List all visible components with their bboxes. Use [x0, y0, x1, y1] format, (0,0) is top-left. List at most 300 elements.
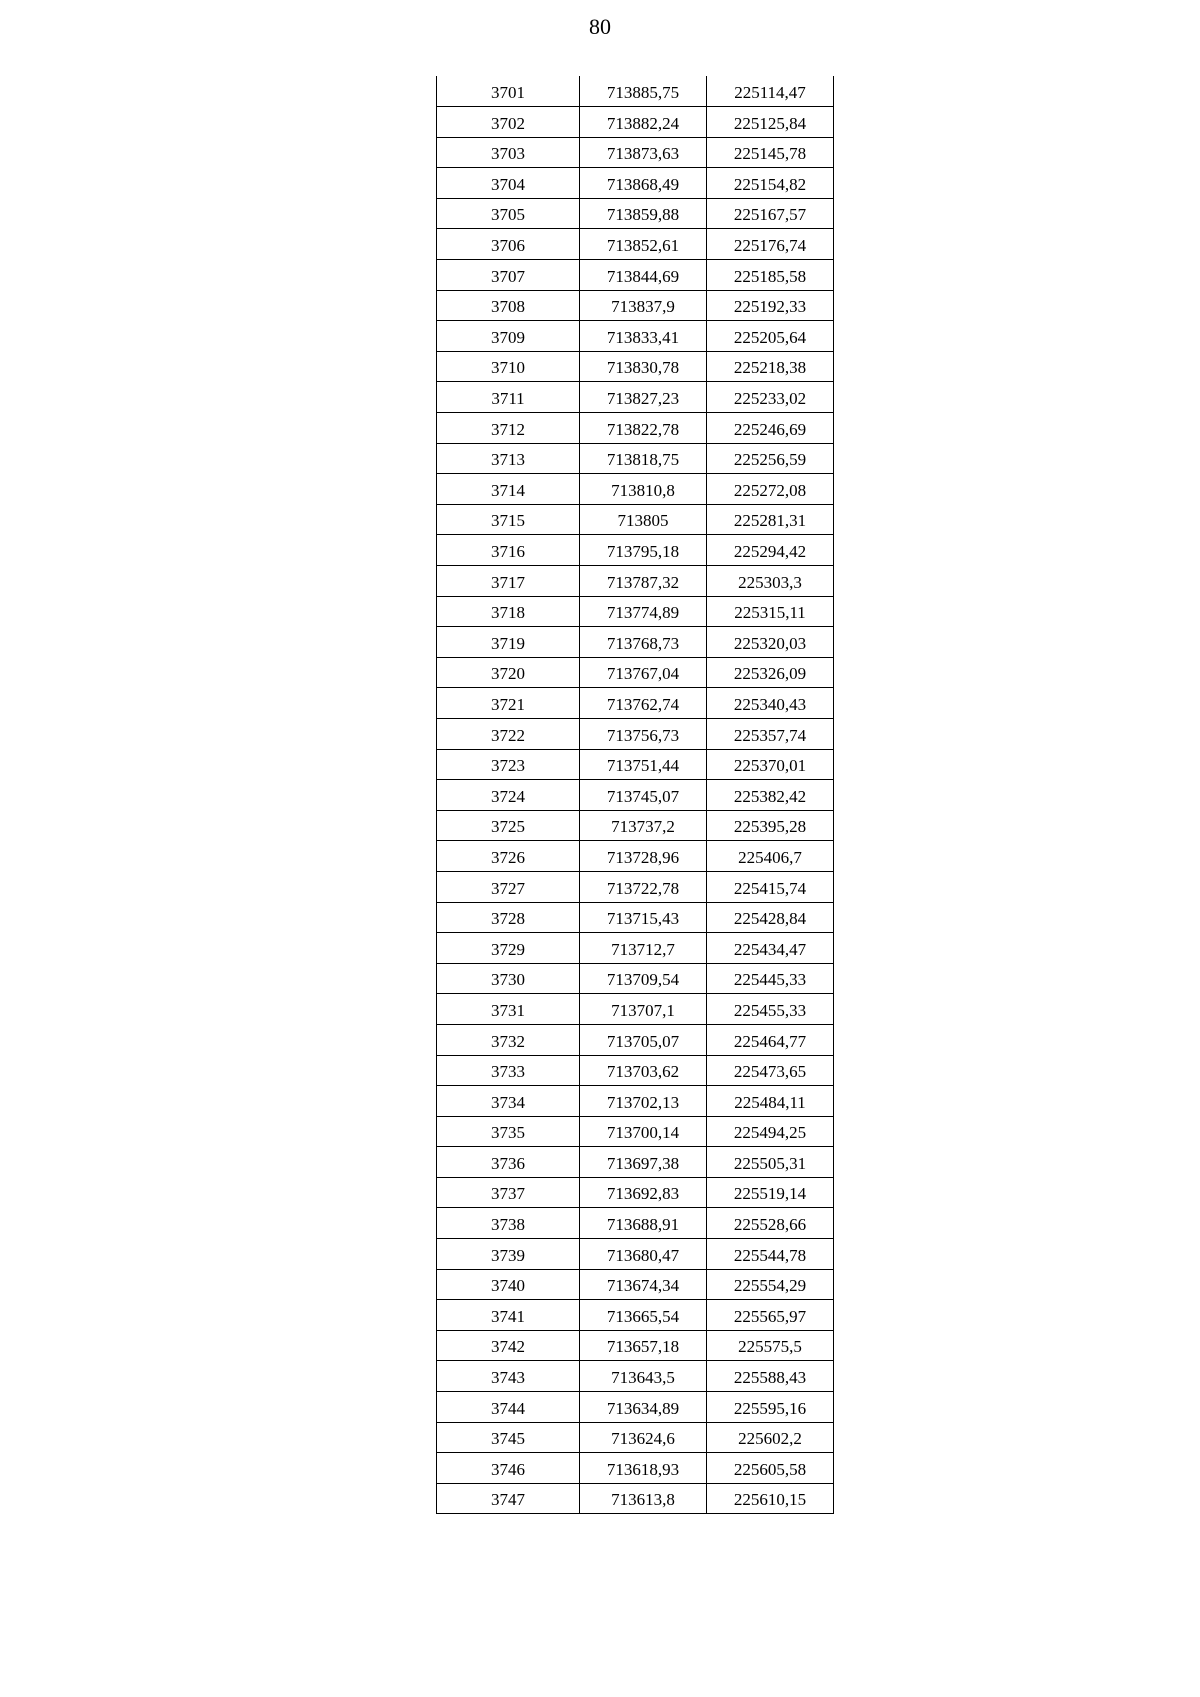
point-number-cell — [437, 290, 580, 321]
cell-value: 3702 — [491, 113, 525, 133]
point-number-cell — [437, 198, 580, 229]
cell-value: 225320,03 — [733, 633, 807, 653]
y-coordinate-cell — [707, 413, 834, 444]
table-row — [437, 994, 834, 1025]
cell-value: 225145,78 — [733, 144, 807, 164]
table-row — [437, 1086, 834, 1117]
cell-value: 225340,43 — [733, 694, 807, 714]
cell-value: 713692,83 — [606, 1184, 680, 1204]
table-row — [437, 810, 834, 841]
cell-value: 3705 — [491, 205, 525, 225]
table-row — [437, 688, 834, 719]
y-coordinate-cell — [707, 810, 834, 841]
y-coordinate-cell — [707, 1300, 834, 1331]
cell-value: 3733 — [491, 1062, 525, 1082]
y-coordinate-cell — [707, 718, 834, 749]
y-coordinate-cell — [707, 780, 834, 811]
point-number-cell — [437, 1269, 580, 1300]
cell-value: 713657,18 — [606, 1337, 680, 1357]
cell-value: 3747 — [491, 1490, 525, 1510]
table-row — [437, 1239, 834, 1270]
x-coordinate-cell — [580, 657, 707, 688]
x-coordinate-cell — [580, 1361, 707, 1392]
y-coordinate-cell — [707, 657, 834, 688]
cell-value: 3742 — [491, 1337, 525, 1357]
cell-value: 713688,91 — [606, 1215, 680, 1235]
cell-value: 3730 — [491, 970, 525, 990]
cell-value: 225233,02 — [733, 389, 807, 409]
cell-value: 713634,89 — [606, 1398, 680, 1418]
y-coordinate-cell — [707, 107, 834, 138]
table-row — [437, 137, 834, 168]
cell-value: 225294,42 — [733, 542, 807, 561]
point-number-cell — [437, 1453, 580, 1484]
cell-value: 225473,65 — [733, 1062, 807, 1082]
cell-value: 225565,97 — [733, 1306, 807, 1326]
x-coordinate-cell — [580, 1483, 707, 1514]
cell-value: 225281,31 — [733, 511, 807, 531]
cell-value: 713762,74 — [606, 694, 680, 714]
point-number-cell — [437, 566, 580, 597]
y-coordinate-cell — [707, 566, 834, 597]
point-number-cell — [437, 780, 580, 811]
point-number-cell — [437, 321, 580, 352]
point-number-cell — [437, 1177, 580, 1208]
table-row — [437, 107, 834, 138]
table-row — [437, 198, 834, 229]
table-row — [437, 749, 834, 780]
y-coordinate-cell — [707, 290, 834, 321]
point-number-cell — [437, 1422, 580, 1453]
cell-value: 3709 — [491, 327, 525, 347]
cell-value: 3711 — [491, 389, 525, 409]
table-row — [437, 1024, 834, 1055]
cell-value: 713709,54 — [606, 970, 680, 990]
cell-value: 225176,74 — [733, 236, 807, 256]
x-coordinate-cell — [580, 107, 707, 138]
x-coordinate-cell — [580, 1239, 707, 1270]
y-coordinate-cell — [707, 382, 834, 413]
point-number-cell — [437, 596, 580, 627]
cell-value: 713818,75 — [606, 450, 680, 470]
cell-value: 3727 — [491, 878, 525, 898]
cell-value: 713697,38 — [606, 1153, 680, 1173]
cell-value: 225382,42 — [733, 786, 807, 806]
cell-value: 713787,32 — [606, 572, 680, 592]
x-coordinate-cell — [580, 1055, 707, 1086]
cell-value: 3718 — [491, 603, 525, 623]
table-row — [437, 229, 834, 260]
cell-value: 3745 — [491, 1429, 525, 1449]
x-coordinate-cell — [580, 1453, 707, 1484]
y-coordinate-cell — [707, 137, 834, 168]
point-number-cell — [437, 1392, 580, 1423]
point-number-cell — [437, 718, 580, 749]
table-row — [437, 718, 834, 749]
y-coordinate-cell — [707, 933, 834, 964]
cell-value: 713700,14 — [606, 1123, 680, 1143]
cell-value: 3712 — [491, 419, 525, 439]
y-coordinate-cell — [707, 1239, 834, 1270]
point-number-cell — [437, 504, 580, 535]
cell-value: 225256,59 — [733, 450, 807, 470]
cell-value: 3720 — [491, 664, 525, 684]
y-coordinate-cell — [707, 1116, 834, 1147]
cell-value: 225370,01 — [733, 756, 807, 776]
cell-value: 713643,5 — [611, 1368, 675, 1388]
y-coordinate-cell — [707, 504, 834, 535]
cell-value: 713885,75 — [606, 83, 680, 103]
cell-value: 713705,07 — [606, 1031, 680, 1051]
cell-value: 225575,5 — [738, 1337, 802, 1357]
table-row — [437, 1300, 834, 1331]
x-coordinate-cell — [580, 1208, 707, 1239]
cell-value: 3704 — [491, 174, 525, 194]
cell-value: 225588,43 — [733, 1368, 807, 1388]
coordinates-table — [436, 76, 834, 1514]
cell-value: 713712,7 — [611, 939, 675, 959]
y-coordinate-cell — [707, 1361, 834, 1392]
point-number-cell — [437, 382, 580, 413]
point-number-cell — [437, 994, 580, 1025]
cell-value: 3719 — [491, 633, 525, 653]
x-coordinate-cell — [580, 1147, 707, 1178]
y-coordinate-cell — [707, 1055, 834, 1086]
y-coordinate-cell — [707, 260, 834, 291]
y-coordinate-cell — [707, 596, 834, 627]
x-coordinate-cell — [580, 994, 707, 1025]
x-coordinate-cell — [580, 351, 707, 382]
table-row — [437, 657, 834, 688]
point-number-cell — [437, 1147, 580, 1178]
x-coordinate-cell — [580, 718, 707, 749]
point-number-cell — [437, 1300, 580, 1331]
cell-value: 225154,82 — [733, 174, 807, 194]
point-number-cell — [437, 810, 580, 841]
cell-value: 3726 — [491, 847, 525, 867]
table-row — [437, 1269, 834, 1300]
cell-value: 713830,78 — [606, 358, 680, 378]
cell-value: 3724 — [491, 786, 525, 806]
x-coordinate-cell — [580, 413, 707, 444]
table-row — [437, 413, 834, 444]
x-coordinate-cell — [580, 780, 707, 811]
table-row — [437, 1147, 834, 1178]
cell-value: 225357,74 — [733, 725, 807, 745]
point-number-cell — [437, 627, 580, 658]
cell-value: 713882,24 — [606, 113, 680, 133]
cell-value: 713873,63 — [606, 144, 680, 164]
x-coordinate-cell — [580, 1086, 707, 1117]
cell-value: 3717 — [491, 572, 525, 592]
y-coordinate-cell — [707, 994, 834, 1025]
y-coordinate-cell — [707, 76, 834, 107]
cell-value: 225406,7 — [738, 847, 802, 867]
cell-value: 713810,8 — [611, 480, 675, 500]
y-coordinate-cell — [707, 1330, 834, 1361]
table-row — [437, 841, 834, 872]
x-coordinate-cell — [580, 1300, 707, 1331]
x-coordinate-cell — [580, 1422, 707, 1453]
table-row — [437, 1392, 834, 1423]
table-row — [437, 902, 834, 933]
point-number-cell — [437, 535, 580, 566]
cell-value: 3703 — [491, 144, 525, 164]
x-coordinate-cell — [580, 168, 707, 199]
y-coordinate-cell — [707, 841, 834, 872]
x-coordinate-cell — [580, 1024, 707, 1055]
cell-value: 225602,2 — [738, 1429, 802, 1449]
cell-value: 225554,29 — [733, 1276, 807, 1296]
x-coordinate-cell — [580, 1330, 707, 1361]
x-coordinate-cell — [580, 504, 707, 535]
cell-value: 225185,58 — [733, 266, 807, 286]
point-number-cell — [437, 229, 580, 260]
cell-value: 225415,74 — [733, 878, 807, 898]
x-coordinate-cell — [580, 749, 707, 780]
table-row — [437, 290, 834, 321]
cell-value: 3715 — [491, 511, 525, 531]
point-number-cell — [437, 963, 580, 994]
point-number-cell — [437, 443, 580, 474]
cell-value: 3707 — [491, 266, 525, 286]
cell-value: 225484,11 — [734, 1092, 806, 1112]
y-coordinate-cell — [707, 871, 834, 902]
table-row — [437, 1453, 834, 1484]
point-number-cell — [437, 1208, 580, 1239]
x-coordinate-cell — [580, 902, 707, 933]
cell-value: 225395,28 — [733, 817, 807, 837]
cell-value: 225218,38 — [733, 358, 807, 378]
cell-value: 225455,33 — [733, 1000, 807, 1020]
cell-value: 3701 — [491, 83, 525, 103]
x-coordinate-cell — [580, 260, 707, 291]
point-number-cell — [437, 657, 580, 688]
x-coordinate-cell — [580, 688, 707, 719]
cell-value: 3723 — [491, 756, 525, 776]
cell-value: 713702,13 — [606, 1092, 680, 1112]
point-number-cell — [437, 76, 580, 107]
x-coordinate-cell — [580, 229, 707, 260]
x-coordinate-cell — [580, 963, 707, 994]
table-row — [437, 76, 834, 107]
point-number-cell — [437, 1483, 580, 1514]
cell-value: 3735 — [491, 1123, 525, 1143]
x-coordinate-cell — [580, 198, 707, 229]
table-row — [437, 321, 834, 352]
table-row — [437, 871, 834, 902]
cell-value: 713844,69 — [606, 266, 680, 286]
table-row — [437, 504, 834, 535]
cell-value: 3734 — [491, 1092, 525, 1112]
y-coordinate-cell — [707, 1177, 834, 1208]
cell-value: 225595,16 — [733, 1398, 807, 1418]
table-row — [437, 443, 834, 474]
y-coordinate-cell — [707, 535, 834, 566]
table-row — [437, 933, 834, 964]
cell-value: 225246,69 — [733, 419, 807, 439]
cell-value: 713822,78 — [606, 419, 680, 439]
cell-value: 713837,9 — [611, 297, 675, 317]
cell-value: 3738 — [491, 1215, 525, 1235]
point-number-cell — [437, 1361, 580, 1392]
y-coordinate-cell — [707, 1024, 834, 1055]
cell-value: 713715,43 — [606, 909, 680, 929]
x-coordinate-cell — [580, 443, 707, 474]
point-number-cell — [437, 107, 580, 138]
point-number-cell — [437, 933, 580, 964]
point-number-cell — [437, 688, 580, 719]
cell-value: 225167,57 — [733, 205, 807, 225]
cell-value: 225428,84 — [733, 909, 807, 929]
table-row — [437, 1208, 834, 1239]
x-coordinate-cell — [580, 474, 707, 505]
cell-value: 3744 — [491, 1398, 525, 1418]
cell-value: 225494,25 — [733, 1123, 807, 1143]
point-number-cell — [437, 413, 580, 444]
cell-value: 225464,77 — [733, 1031, 807, 1051]
x-coordinate-cell — [580, 535, 707, 566]
x-coordinate-cell — [580, 290, 707, 321]
cell-value: 3714 — [491, 480, 525, 500]
table-row — [437, 1483, 834, 1514]
y-coordinate-cell — [707, 443, 834, 474]
point-number-cell — [437, 168, 580, 199]
x-coordinate-cell — [580, 566, 707, 597]
point-number-cell — [437, 902, 580, 933]
cell-value: 713745,07 — [606, 786, 680, 806]
cell-value: 225192,33 — [733, 297, 807, 317]
cell-value: 3706 — [491, 236, 525, 256]
cell-value: 713674,34 — [606, 1276, 680, 1296]
cell-value: 3743 — [491, 1368, 525, 1388]
cell-value: 713768,73 — [606, 633, 680, 653]
y-coordinate-cell — [707, 168, 834, 199]
cell-value: 713833,41 — [606, 327, 680, 347]
cell-value: 3740 — [491, 1276, 525, 1296]
cell-value: 225272,08 — [733, 480, 807, 500]
y-coordinate-cell — [707, 229, 834, 260]
point-number-cell — [437, 871, 580, 902]
cell-value: 3736 — [491, 1153, 525, 1173]
table-row — [437, 1422, 834, 1453]
cell-value: 3710 — [491, 358, 525, 378]
cell-value: 225610,15 — [733, 1490, 807, 1510]
y-coordinate-cell — [707, 1453, 834, 1484]
table-row — [437, 963, 834, 994]
cell-value: 713613,8 — [611, 1490, 675, 1510]
cell-value: 713707,1 — [611, 1000, 675, 1020]
y-coordinate-cell — [707, 351, 834, 382]
cell-value: 713774,89 — [606, 603, 680, 623]
y-coordinate-cell — [707, 1269, 834, 1300]
cell-value: 3708 — [491, 297, 525, 317]
point-number-cell — [437, 1086, 580, 1117]
x-coordinate-cell — [580, 1177, 707, 1208]
cell-value: 225205,64 — [733, 327, 807, 347]
cell-value: 225445,33 — [733, 970, 807, 990]
cell-value: 713722,78 — [606, 878, 680, 898]
cell-value: 225326,09 — [733, 664, 807, 684]
point-number-cell — [437, 1239, 580, 1270]
cell-value: 713680,47 — [606, 1245, 680, 1265]
y-coordinate-cell — [707, 1483, 834, 1514]
x-coordinate-cell — [580, 627, 707, 658]
table-row — [437, 535, 834, 566]
point-number-cell — [437, 137, 580, 168]
cell-value: 3721 — [491, 694, 525, 714]
table-row — [437, 382, 834, 413]
cell-value: 3732 — [491, 1031, 525, 1051]
cell-value: 713665,54 — [606, 1306, 680, 1326]
y-coordinate-cell — [707, 1147, 834, 1178]
y-coordinate-cell — [707, 749, 834, 780]
x-coordinate-cell — [580, 1269, 707, 1300]
cell-value: 225528,66 — [733, 1215, 807, 1235]
cell-value: 713827,23 — [606, 389, 680, 409]
cell-value: 713805 — [617, 511, 669, 531]
y-coordinate-cell — [707, 1392, 834, 1423]
cell-value: 3741 — [491, 1306, 525, 1326]
table-row — [437, 1177, 834, 1208]
y-coordinate-cell — [707, 902, 834, 933]
table-row — [437, 1116, 834, 1147]
cell-value: 713737,2 — [611, 817, 675, 837]
cell-value: 713703,62 — [606, 1062, 680, 1082]
x-coordinate-cell — [580, 1392, 707, 1423]
cell-value: 225544,78 — [733, 1245, 807, 1265]
point-number-cell — [437, 260, 580, 291]
x-coordinate-cell — [580, 841, 707, 872]
y-coordinate-cell — [707, 1086, 834, 1117]
cell-value: 713859,88 — [606, 205, 680, 225]
cell-value: 3737 — [491, 1184, 525, 1204]
point-number-cell — [437, 351, 580, 382]
cell-value: 713852,61 — [606, 236, 680, 256]
x-coordinate-cell — [580, 382, 707, 413]
cell-value: 713868,49 — [606, 174, 680, 194]
point-number-cell — [437, 1024, 580, 1055]
cell-value: 3731 — [491, 1000, 525, 1020]
x-coordinate-cell — [580, 1116, 707, 1147]
point-number-cell — [437, 1330, 580, 1361]
table-row — [437, 1055, 834, 1086]
y-coordinate-cell — [707, 321, 834, 352]
cell-value: 713756,73 — [606, 725, 680, 745]
y-coordinate-cell — [707, 1422, 834, 1453]
cell-value: 3739 — [491, 1245, 525, 1265]
table-row — [437, 260, 834, 291]
coordinates-table-body — [437, 76, 834, 1514]
y-coordinate-cell — [707, 474, 834, 505]
table-row — [437, 351, 834, 382]
x-coordinate-cell — [580, 137, 707, 168]
point-number-cell — [437, 1055, 580, 1086]
cell-value: 3722 — [491, 725, 525, 745]
cell-value: 3713 — [491, 450, 525, 470]
cell-value: 225114,47 — [734, 83, 806, 103]
cell-value: 713618,93 — [606, 1459, 680, 1479]
cell-value: 225125,84 — [733, 113, 807, 133]
table-row — [437, 596, 834, 627]
table-row — [437, 566, 834, 597]
y-coordinate-cell — [707, 1208, 834, 1239]
cell-value: 713728,96 — [606, 847, 680, 867]
table-row — [437, 1361, 834, 1392]
y-coordinate-cell — [707, 198, 834, 229]
cell-value: 3729 — [491, 939, 525, 959]
cell-value: 225505,31 — [733, 1153, 807, 1173]
